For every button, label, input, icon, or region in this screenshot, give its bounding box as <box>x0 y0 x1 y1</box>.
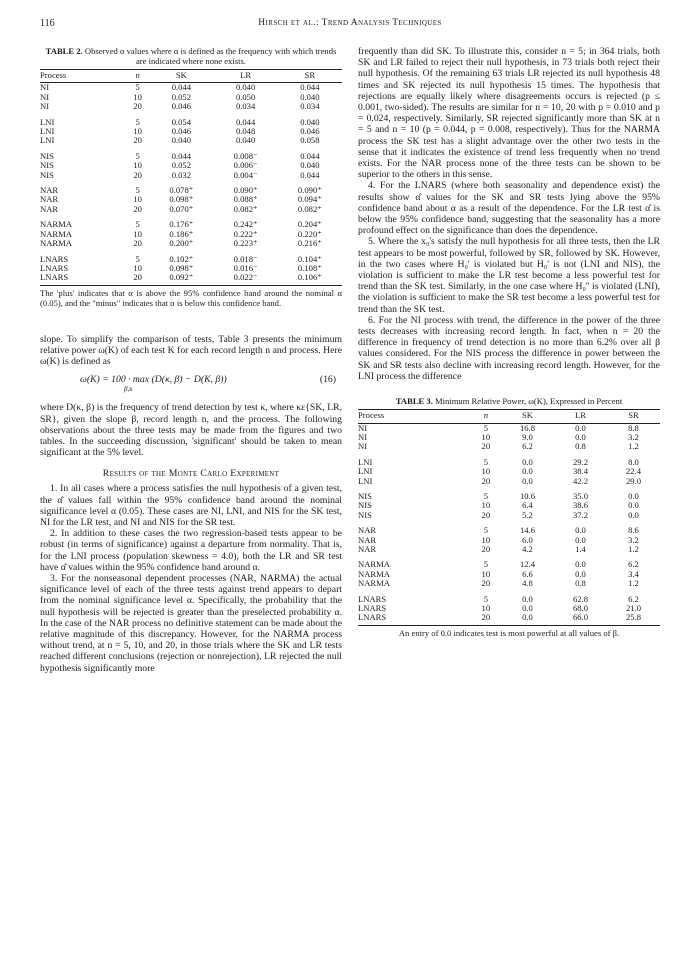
table3-cell: 8.8 <box>628 422 639 433</box>
table2-row <box>40 161 342 170</box>
table2-cell: 0.040 <box>171 135 192 146</box>
table3-cell: 68.0 <box>572 603 588 613</box>
table3-cell: 6.4 <box>522 500 533 511</box>
table3-caption <box>360 396 658 406</box>
table3-row <box>358 536 660 545</box>
table2-cell: 0.082⁺ <box>297 203 322 214</box>
table2-cell: 20 <box>133 169 142 180</box>
table2 <box>40 69 342 286</box>
table3-cell: NARMA <box>358 578 390 589</box>
table2-cell: 0.048 <box>235 126 256 137</box>
table3-cell: 5 <box>483 456 488 467</box>
table2-caption-text: Observed α values where α is defined as the frequency with which trends are indicated where none exists. <box>84 46 337 66</box>
table2-cell: 0.054 <box>171 116 192 127</box>
table3-cell: 42.2 <box>572 475 588 486</box>
table2-row <box>40 249 342 264</box>
table2-cell: 0.044 <box>300 169 320 180</box>
table3-cell: 0.0 <box>522 475 533 486</box>
table2-cell: 10 <box>133 262 142 273</box>
table2-cell: 5 <box>135 82 140 93</box>
table2-cell: 0.186⁺ <box>169 228 194 239</box>
result-item-1: 1. In all cases where a process satisfies the null hypothesis of a given test, the α̂ values fall within the 95% confidence band around the nominal significance level α (0.05). These cases are NI, LNI, and NIS for the SK test, NI for the LR test, and NI and NIS for the SR test. <box>40 483 342 528</box>
table2-cell: NARMA <box>40 238 72 249</box>
table3-cell: 0.0 <box>501 613 554 625</box>
table2-cell: 0.223⁺ <box>233 238 258 249</box>
table3-cell: 0.0 <box>522 456 533 467</box>
table2-body <box>40 83 342 285</box>
table2-cell: 0.220⁺ <box>297 228 322 239</box>
running-title: Hirsch et al.: Trend Analysis Techniques <box>258 18 442 28</box>
table2-cell: 0.040 <box>235 135 256 146</box>
table3-row <box>358 570 660 579</box>
table2-column-header: Process <box>40 70 126 83</box>
table3-cell: 3.2 <box>628 431 639 442</box>
table2-cell: 0.018⁻ <box>233 253 258 264</box>
table2-cell: 0.098⁺ <box>169 194 194 205</box>
table3-cell: NAR <box>358 534 377 545</box>
result-item-2: 2. In addition to these cases the two regression-based tests appear to be robust (in terms of significance) against a departure from normality. That is, for the LNI process (population skewness = 4.0), both the LR and SR test have α̂ values within the 95% confidence band around α. <box>40 528 342 573</box>
table3-cell: 0.0 <box>522 466 533 477</box>
table3-cell: 4.2 <box>522 543 533 554</box>
table2-cell: 0.088⁺ <box>233 194 258 205</box>
table3-row <box>358 613 660 625</box>
section-heading: Results of the Monte Carlo Experiment <box>102 468 280 480</box>
table2-cell: 5 <box>135 253 140 264</box>
table2-cell: 0.052 <box>171 160 192 171</box>
result-item-6: 6. For the NI process with trend, the difference in the power of the three tests decreases with increasing record length. In fact, when n = 20 the difference in frequency of trend detection is no more than 6.2% over all β values considered. For the NIS process the difference in power between the SK and SR tests also decline with increasing record length. However, for the LNI process the difference <box>358 314 660 382</box>
table3-cell: 38.6 <box>572 500 588 511</box>
table3-body <box>358 423 660 625</box>
paragraph-where: where D(κ, β) is the frequency of trend detection by test κ, where κε{SK, LR, SR}, given the slope β, record length n, and the process. The following observations about the three tests may be made from the figures and two tables. In the succeeding discussion, 'significant' should be taken to mean significant at the 5% level. <box>40 402 342 459</box>
table3-cell: NARMA <box>358 568 390 579</box>
table2-cell: 0.046 <box>171 126 192 137</box>
table3-cell: 0.0 <box>575 422 586 433</box>
table2-row <box>40 171 342 180</box>
table2-cell: 0.040 <box>300 160 320 171</box>
page-number: 116 <box>40 18 55 29</box>
table3-cell: 0.8 <box>575 578 586 589</box>
table3-cell: 14.6 <box>519 525 535 536</box>
table2-caption <box>42 46 340 66</box>
table2-cell: NAR <box>40 203 59 214</box>
table3-note: An entry of 0.0 indicates test is most powerful at all values of β. <box>398 627 620 638</box>
table3-cell: NAR <box>358 543 377 554</box>
table2-cell: 0.004⁻ <box>233 169 258 180</box>
table2-cell: NI <box>40 82 50 93</box>
table3-row <box>358 545 660 554</box>
equation-text: ω(K) = 100 · max (D(κ, β) − D(K, β)) <box>80 374 227 386</box>
table2-cell: 20 <box>133 203 142 214</box>
table3-cell: 37.2 <box>572 509 588 520</box>
table2-row <box>40 214 342 229</box>
table2-cell: NIS <box>40 169 54 180</box>
table2-cell: NARMA <box>40 228 72 239</box>
table3-cell: 20 <box>481 509 491 520</box>
table2-cell: NARMA <box>40 219 72 230</box>
table3-cell: LNARS <box>358 603 387 613</box>
table2-cell: 0.082⁺ <box>233 203 258 214</box>
table2-row <box>40 127 342 136</box>
table3-cell: 8.0 <box>628 456 639 467</box>
table2-cell: 0.200⁺ <box>169 238 194 249</box>
table2-row <box>40 136 342 145</box>
table2-cell: 0.098⁺ <box>169 262 194 273</box>
table3-cell: 20 <box>481 475 491 486</box>
paragraph-continued: frequently than did SK. To illustrate this, consider n = 5; in 364 trials, both SK and LR failed to reject their null hypothesis, in 73 trials both reject their null hypothesis. Of the remaining 63 trials LR rejected its null hypothesis 48 times and SK rejected its null hypothesis 15 times. The hypothesis that rejections are equally likely where disagreements occurs is rejected (p ≤ 0.001, two-sided). The results are similar for n = 10, 20 with p = 0.010 and p = 0.024, respectively. Similarly, SR rejected significantly more than SK at n = 5 and n = 10 (p = 0.044, p = 0.008, respectively). Thus for the NARMA process the SK test has a slight advantage over the other two tests in the sense that it indicates the existence of trend less frequently when no trend exists. For the NAR process none of the three tests can be shown to be superior to the others in this sense. <box>358 46 660 181</box>
table3-row <box>358 604 660 613</box>
table3-cell: 0.0 <box>575 525 586 536</box>
table2-cell: NAR <box>40 185 59 196</box>
table3-cell: 10 <box>481 500 491 511</box>
table3-cell: 4.8 <box>522 578 533 589</box>
table3-caption-text: Minimum Relative Power, ω(K), Expressed in Percent <box>435 396 623 407</box>
table3-cell: 10 <box>481 431 491 442</box>
table3-label: TABLE 3. <box>395 396 433 407</box>
table2-cell: 10 <box>133 160 142 171</box>
equation-formula <box>80 374 227 395</box>
table2-cell: 0.046 <box>300 126 320 137</box>
table3-cell: 20 <box>471 613 501 625</box>
table2-cell: 0.176⁺ <box>169 219 194 230</box>
table2-header-row <box>40 70 342 83</box>
table2-cell: LNI <box>40 126 55 137</box>
table2-note: The 'plus' indicates that α is above the 95% confidence band around the nominal α (0.05), and the "minus" indicates that α is below this confidence band. <box>40 287 342 308</box>
table2-cell: 0.046 <box>171 101 192 112</box>
table3-cell: NI <box>358 431 368 442</box>
table3-cell: 9.0 <box>522 431 533 442</box>
table2-cell: LNI <box>40 135 55 146</box>
table3-row <box>358 477 660 486</box>
table2-cell: 0.040 <box>300 116 320 127</box>
table2-cell: 0.044 <box>235 116 256 127</box>
table2-cell: 0.016⁻ <box>233 262 258 273</box>
table2-row <box>40 112 342 127</box>
table2-column-header: n <box>126 70 149 83</box>
table3-cell: 1.4 <box>575 543 586 554</box>
table3-row <box>358 511 660 520</box>
table2-cell: 0.052 <box>171 91 192 102</box>
left-column <box>40 46 342 674</box>
table3-cell: 5 <box>483 593 488 604</box>
table3-row <box>358 442 660 451</box>
result-item-5: 5. Where the x₀'s satisfy the null hypothesis for all three tests, then the LR test appears to be most powerful, followed by SR, followed by SK. However, in the two cases where H₀' is violated but H₀' is not (LNI and NIS), the violation is sufficient to make the LR test become a less powerful test for trend than the SK test. Similarly, in the one case where H₀'' is violated (LNI), the violation is sufficient to make the SR test become a less powerful test for trend than the SK test. <box>358 236 660 315</box>
equation-subscript: β,κ <box>124 385 133 394</box>
table3-cell: 35.0 <box>572 490 588 501</box>
table2-cell: 0.032 <box>171 169 192 180</box>
table3-cell: 20 <box>481 441 491 452</box>
table2-cell: 20 <box>126 273 149 285</box>
table2-cell: 5 <box>135 150 140 161</box>
table3-cell: 5.2 <box>522 509 533 520</box>
result-item-4: 4. For the LNARS (where both seasonality and dependence exist) the results show α̂ values for the SK and SR tests lying above the 95% confidence band about α as a result of the dependence. For the LR test α̂ is below the 95% confidence band, suggesting that the seasonality has a more profound effect on the significance than does the dependence. <box>358 180 660 237</box>
table3-cell: 0.0 <box>575 568 586 579</box>
table3-row <box>358 486 660 501</box>
table3-cell: LNARS <box>358 613 471 625</box>
table3-cell: 6.0 <box>522 534 533 545</box>
table2-cell: 0.050 <box>235 91 256 102</box>
table2-row <box>40 239 342 248</box>
table3-cell: 6.6 <box>522 568 533 579</box>
table3-cell: 66.0 <box>554 613 607 625</box>
table2-cell: LNARS <box>40 273 126 285</box>
table3-cell: 10.6 <box>519 490 535 501</box>
table3-cell: NI <box>358 422 368 433</box>
table2-cell: 0.044 <box>171 82 192 93</box>
table3-cell: NI <box>358 441 368 452</box>
equation-number: (16) <box>319 374 336 386</box>
table3-cell: 0.0 <box>628 509 639 520</box>
table3 <box>358 409 660 626</box>
table2-row <box>40 93 342 102</box>
running-head <box>40 18 660 32</box>
table3-cell: 0.0 <box>522 593 533 604</box>
table2-cell: 0.204⁺ <box>297 219 322 230</box>
table2-cell: 0.078⁺ <box>169 185 194 196</box>
table3-cell: 29.0 <box>625 475 642 486</box>
table3-cell: 16.8 <box>519 422 535 433</box>
table2-row <box>40 273 342 285</box>
table3-row <box>358 433 660 442</box>
table2-cell: 0.040 <box>300 91 320 102</box>
table3-cell: 5 <box>483 525 488 536</box>
table3-cell: 1.2 <box>628 441 639 452</box>
table3-cell: 21.0 <box>625 603 642 613</box>
table3-cell: 62.8 <box>572 593 588 604</box>
table3-cell: 10 <box>481 534 491 545</box>
table3-cell: 6.2 <box>522 441 533 452</box>
table2-cell: 0.040 <box>235 82 256 93</box>
table3-cell: 0.0 <box>575 534 586 545</box>
table2-cell: NI <box>40 91 50 102</box>
table3-cell: 1.2 <box>628 578 639 589</box>
table2-cell: 5 <box>135 116 140 127</box>
table3-cell: NIS <box>358 500 372 511</box>
table3-cell: NARMA <box>358 559 390 570</box>
paragraph-slope: slope. To simplify the comparison of tests, Table 3 presents the minimum relative power ω(K) of each test K for each record length n and process. Here ω(K) is defined as <box>40 333 342 368</box>
table3-cell: 6.2 <box>628 593 639 604</box>
table3-column-header: LR <box>554 410 607 423</box>
table3-cell: 29.2 <box>572 456 588 467</box>
table3-row <box>358 501 660 510</box>
table2-cell: 0.242⁺ <box>233 219 258 230</box>
table3-cell: 10 <box>481 603 491 613</box>
table2-cell: 20 <box>133 101 142 112</box>
table2-cell: 0.044 <box>300 82 320 93</box>
table2-cell: LNI <box>40 116 55 127</box>
table2-cell: 0.222⁺ <box>233 228 258 239</box>
table3-cell: 0.0 <box>628 490 639 501</box>
table3-row <box>358 579 660 588</box>
table3-cell: 0.8 <box>575 441 586 452</box>
table3-row <box>358 452 660 467</box>
table3-row <box>358 554 660 569</box>
table2-column-header: LR <box>213 70 277 83</box>
table2-cell: 0.022⁻ <box>213 273 277 285</box>
table3-cell: LNI <box>358 456 373 467</box>
table2-cell: 0.090⁺ <box>233 185 258 196</box>
table2-row <box>40 146 342 161</box>
table3-cell: 5 <box>483 490 488 501</box>
table2-cell: 20 <box>133 135 142 146</box>
table3-cell: NAR <box>358 525 377 536</box>
table2-cell: 5 <box>135 185 140 196</box>
table2-cell: 0.090⁺ <box>297 185 322 196</box>
table3-cell: NIS <box>358 509 372 520</box>
table3-cell: LNARS <box>358 593 387 604</box>
table3-cell: 3.2 <box>628 534 639 545</box>
table2-cell: 10 <box>133 91 142 102</box>
table3-cell: 0.0 <box>575 431 586 442</box>
table3-column-header: n <box>471 410 501 423</box>
table3-cell: 0.0 <box>522 603 533 613</box>
table2-cell: 0.092⁺ <box>149 273 213 285</box>
table3-cell: 10 <box>481 466 491 477</box>
table2-cell: 10 <box>133 194 142 205</box>
table3-column-header: SK <box>501 410 554 423</box>
table2-cell: 0.034 <box>300 101 320 112</box>
table2-column-header: SK <box>149 70 213 83</box>
equation-16 <box>80 374 336 395</box>
table3-column-header: Process <box>358 410 471 423</box>
table3-cell: 1.2 <box>628 543 639 554</box>
table2-cell: 0.102⁺ <box>169 253 194 264</box>
table2-cell: 0.044 <box>171 150 192 161</box>
table2-cell: NIS <box>40 150 54 161</box>
table3-cell: 38.4 <box>572 466 588 477</box>
table3-cell: LNI <box>358 475 373 486</box>
table3-header-row <box>358 410 660 423</box>
table3-cell: 20 <box>481 578 491 589</box>
table2-cell: NIS <box>40 160 54 171</box>
right-column <box>358 46 660 638</box>
table3-cell: 25.8 <box>607 613 660 625</box>
table2-cell: NI <box>40 101 50 112</box>
table3-cell: 0.0 <box>575 559 586 570</box>
table2-cell: 0.106⁺ <box>278 273 342 285</box>
table2-cell: 0.070⁺ <box>169 203 194 214</box>
table2-row <box>40 180 342 195</box>
table2-cell: 0.044 <box>300 150 320 161</box>
table2-cell: 20 <box>133 238 142 249</box>
table3-cell: 0.0 <box>628 500 639 511</box>
table2-cell: 0.216⁺ <box>297 238 322 249</box>
table2-column-header: SR <box>278 70 342 83</box>
result-item-3: 3. For the nonseasonal dependent processes (NAR, NARMA) the actual significance level of each of the three tests against trend appears to depart from the nominal significance level α. Specifically, the probability that the null hypothesis will be rejected is greater than the preselected probability α. In the case of the NAR process no definitive statement can be made about the relative magnitude of this discrepancy. However, for the NARMA process without trend, at n = 5, 10, and 20, in those trials where the SK and LR tests reached different conclusions (rejection or nonrejection), LR rejected the null hypothesis significantly more <box>40 572 342 674</box>
table2-cell: LNARS <box>40 253 69 264</box>
table3-cell: 3.4 <box>628 568 639 579</box>
table2-cell: 5 <box>135 219 140 230</box>
table2-cell: NAR <box>40 194 59 205</box>
table3-cell: 12.4 <box>519 559 535 570</box>
table2-cell: 0.104⁺ <box>297 253 322 264</box>
table2-cell: 0.108⁺ <box>297 262 322 273</box>
table2-row <box>40 102 342 111</box>
table2-cell: 0.006⁻ <box>233 160 258 171</box>
table3-row <box>358 589 660 604</box>
table3-cell: 20 <box>481 543 491 554</box>
table3-cell: 8.6 <box>628 525 639 536</box>
table3-cell: 5 <box>483 422 488 433</box>
table3-cell: 5 <box>483 559 488 570</box>
table2-row <box>40 205 342 214</box>
table3-cell: NIS <box>358 490 372 501</box>
table2-label: TABLE 2. <box>45 46 83 56</box>
table2-cell: LNARS <box>40 262 69 273</box>
table2-cell: 0.058 <box>300 135 320 146</box>
table3-row <box>358 467 660 476</box>
table2-cell: 0.008⁻ <box>233 150 258 161</box>
table3-row <box>358 423 660 433</box>
table2-row <box>40 83 342 93</box>
table3-cell: 6.2 <box>628 559 639 570</box>
table3-column-header: SR <box>607 410 660 423</box>
table3-cell: LNI <box>358 466 373 477</box>
table2-cell: 10 <box>133 228 142 239</box>
table2-cell: 10 <box>133 126 142 137</box>
table2-cell: 0.034 <box>235 101 256 112</box>
table3-cell: 10 <box>481 568 491 579</box>
table3-cell: 22.4 <box>625 466 642 477</box>
table2-cell: 0.094⁺ <box>297 194 322 205</box>
table3-row <box>358 520 660 535</box>
